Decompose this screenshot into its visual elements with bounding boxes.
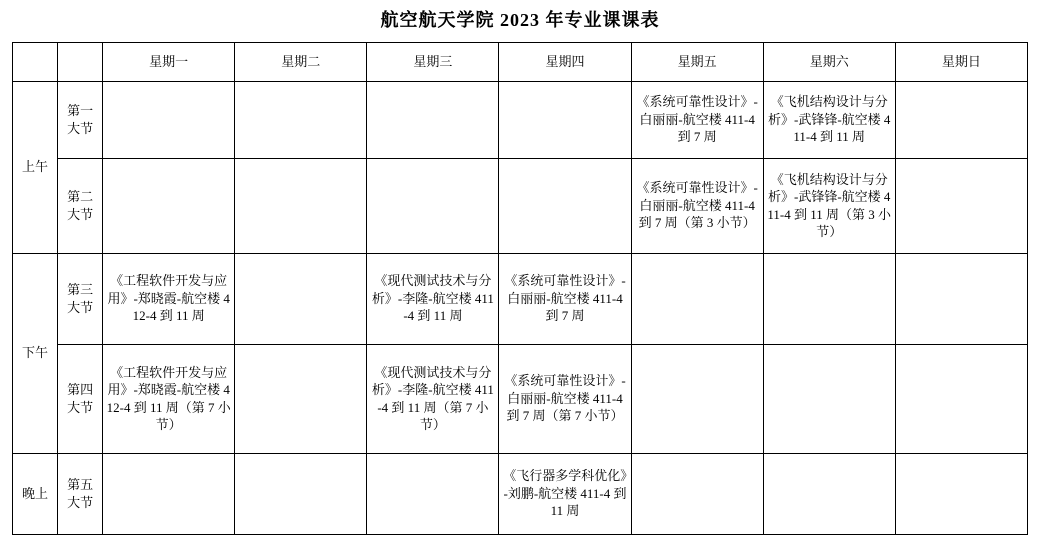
slot-sat-4 bbox=[763, 344, 895, 453]
slot-thu-3: 《系统可靠性设计》-白丽丽-航空楼 411-4 到 7 周 bbox=[499, 253, 631, 344]
table-row bbox=[13, 81, 1028, 158]
session-label-evening: 晚上 bbox=[13, 453, 58, 534]
slot-sun-5 bbox=[895, 453, 1027, 534]
slot-tue-4 bbox=[235, 344, 367, 453]
table-row bbox=[13, 453, 1028, 534]
slot-wed-2 bbox=[367, 158, 499, 253]
table-row bbox=[13, 253, 1028, 344]
slot-sun-1 bbox=[895, 81, 1027, 158]
period-label-5: 第五大节 bbox=[58, 453, 103, 534]
slot-fri-3 bbox=[631, 253, 763, 344]
header-monday: 星期一 bbox=[103, 42, 235, 81]
slot-wed-3: 《现代测试技术与分析》-李隆-航空楼 411-4 到 11 周 bbox=[367, 253, 499, 344]
slot-sun-3 bbox=[895, 253, 1027, 344]
slot-thu-1 bbox=[499, 81, 631, 158]
page-title: 航空航天学院 2023 年专业课课表 bbox=[380, 10, 660, 30]
period-label-1: 第一大节 bbox=[58, 81, 103, 158]
table-row bbox=[13, 158, 1028, 253]
header-corner-right bbox=[58, 42, 103, 81]
slot-tue-2 bbox=[235, 158, 367, 253]
header-sunday: 星期日 bbox=[895, 42, 1027, 81]
slot-fri-5 bbox=[631, 453, 763, 534]
slot-sun-2 bbox=[895, 158, 1027, 253]
slot-wed-1 bbox=[367, 81, 499, 158]
header-tuesday: 星期二 bbox=[235, 42, 367, 81]
period-label-4: 第四大节 bbox=[58, 344, 103, 453]
slot-wed-5 bbox=[367, 453, 499, 534]
session-label-afternoon: 下午 bbox=[13, 253, 58, 453]
period-label-2: 第二大节 bbox=[58, 158, 103, 253]
header-saturday: 星期六 bbox=[763, 42, 895, 81]
table-header bbox=[13, 42, 1028, 81]
slot-mon-1 bbox=[103, 81, 235, 158]
header-thursday: 星期四 bbox=[499, 42, 631, 81]
slot-thu-5: 《飞行器多学科优化》-刘鹏-航空楼 411-4 到 11 周 bbox=[499, 453, 631, 534]
slot-fri-2: 《系统可靠性设计》-白丽丽-航空楼 411-4 到 7 周（第 3 小节） bbox=[631, 158, 763, 253]
slot-sat-3 bbox=[763, 253, 895, 344]
slot-sat-5 bbox=[763, 453, 895, 534]
schedule-table bbox=[12, 42, 1028, 535]
table-body bbox=[13, 81, 1028, 534]
slot-mon-5 bbox=[103, 453, 235, 534]
slot-sat-2: 《飞机结构设计与分析》-武锋锋-航空楼 411-4 到 11 周（第 3 小节） bbox=[763, 158, 895, 253]
slot-thu-2 bbox=[499, 158, 631, 253]
slot-tue-1 bbox=[235, 81, 367, 158]
slot-fri-1: 《系统可靠性设计》-白丽丽-航空楼 411-4 到 7 周 bbox=[631, 81, 763, 158]
slot-mon-3: 《工程软件开发与应用》-郑晓霞-航空楼 412-4 到 11 周 bbox=[103, 253, 235, 344]
session-label-morning: 上午 bbox=[13, 81, 58, 253]
slot-thu-4: 《系统可靠性设计》-白丽丽-航空楼 411-4 到 7 周（第 7 小节） bbox=[499, 344, 631, 453]
slot-tue-5 bbox=[235, 453, 367, 534]
slot-sat-1: 《飞机结构设计与分析》-武锋锋-航空楼 411-4 到 11 周 bbox=[763, 81, 895, 158]
header-friday: 星期五 bbox=[631, 42, 763, 81]
slot-wed-4: 《现代测试技术与分析》-李隆-航空楼 411-4 到 11 周（第 7 小节） bbox=[367, 344, 499, 453]
header-wednesday: 星期三 bbox=[367, 42, 499, 81]
slot-tue-3 bbox=[235, 253, 367, 344]
slot-sun-4 bbox=[895, 344, 1027, 453]
slot-mon-2 bbox=[103, 158, 235, 253]
header-row bbox=[13, 42, 1028, 81]
slot-fri-4 bbox=[631, 344, 763, 453]
period-label-3: 第三大节 bbox=[58, 253, 103, 344]
table-row bbox=[13, 344, 1028, 453]
header-corner-left bbox=[13, 42, 58, 81]
slot-mon-4: 《工程软件开发与应用》-郑晓霞-航空楼 412-4 到 11 周（第 7 小节） bbox=[103, 344, 235, 453]
